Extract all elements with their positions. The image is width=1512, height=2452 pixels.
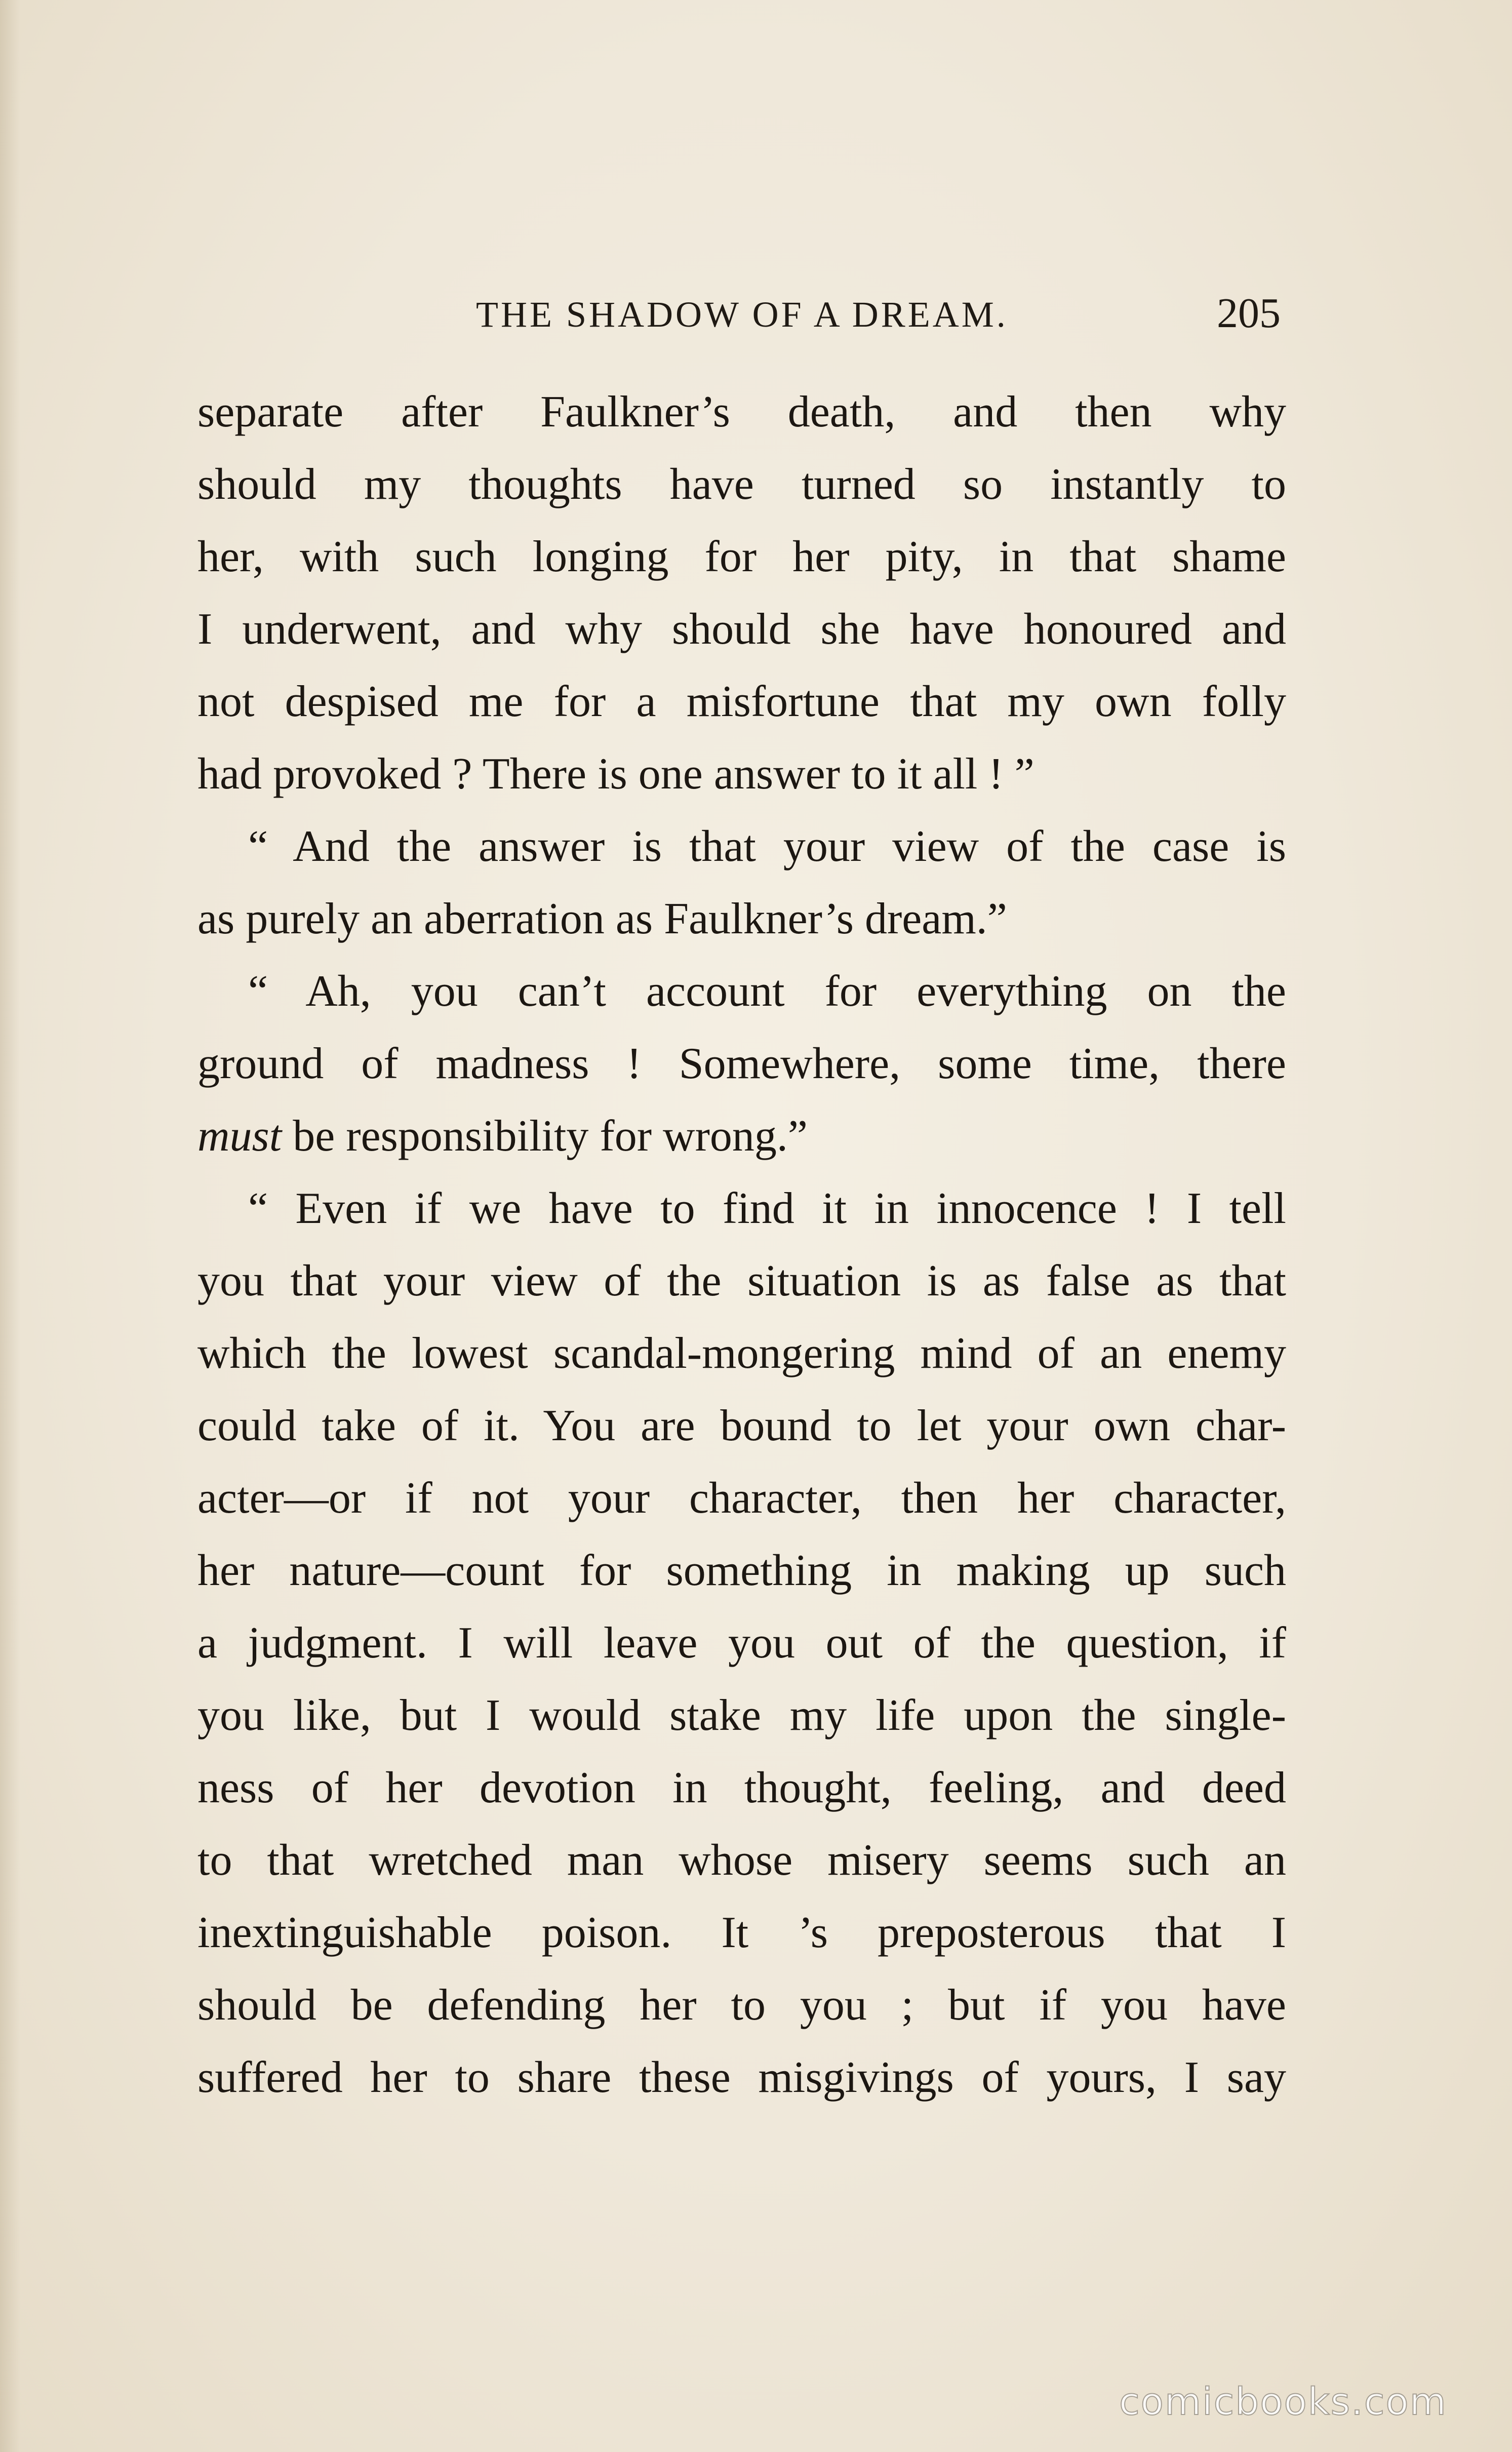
text-line: ground of madness ! Somewhere, some time, there — [197, 1039, 1286, 1088]
text-line: should my thoughts have turned so instantly to — [197, 460, 1286, 509]
text-line: inextinguishable poison. It ’s preposterous that I — [197, 1908, 1286, 1957]
watermark: comicbooks.com — [1119, 2380, 1447, 2424]
text-line: should be defending her to you ; but if you have — [197, 1981, 1286, 2030]
text-line-with-emphasis — [197, 1100, 1286, 1172]
text-line: you that your view of the situation is as false as that — [197, 1256, 1286, 1306]
italic-word: must — [197, 1112, 282, 1161]
page-number: 205 — [1217, 290, 1281, 337]
text-line: her nature—count for something in making up such — [197, 1546, 1286, 1595]
text-line: as purely an aberration as Faulkner’s dream.” — [197, 894, 1007, 943]
text-line: had provoked ? There is one answer to it all ! ” — [197, 749, 1034, 799]
text-line: suffered her to share these misgivings of yours, I say — [197, 2053, 1286, 2102]
text-line: acter—or if not your character, then her character, — [197, 1474, 1286, 1523]
body-text — [197, 376, 1286, 2114]
running-title: THE SHADOW OF A DREAM. — [476, 294, 1008, 335]
text-line: “ Ah, you can’t account for everything on the — [248, 967, 1286, 1016]
text-line: could take of it. You are bound to let your own char- — [197, 1401, 1286, 1450]
text-line-rest: be responsibility for wrong.” — [293, 1112, 808, 1161]
text-line: I underwent, and why should she have honoured and — [197, 605, 1286, 654]
text-line: you like, but I would stake my life upon the single- — [197, 1691, 1286, 1740]
text-line: “ Even if we have to find it in innocence ! I tell — [248, 1184, 1286, 1233]
text-line: not despised me for a misfortune that my own folly — [197, 677, 1286, 726]
text-line: “ And the answer is that your view of the case is — [248, 822, 1286, 871]
text-line: separate after Faulkner’s death, and then why — [197, 387, 1286, 437]
text-line: ness of her devotion in thought, feeling, and deed — [197, 1763, 1286, 1812]
text-line: a judgment. I will leave you out of the question, if — [197, 1618, 1286, 1668]
text-line: which the lowest scandal-mongering mind of an enemy — [197, 1329, 1286, 1378]
text-line: her, with such longing for her pity, in that shame — [197, 532, 1286, 581]
page-edge-shadow — [0, 0, 20, 2452]
text-line: to that wretched man whose misery seems such an — [197, 1836, 1286, 1885]
